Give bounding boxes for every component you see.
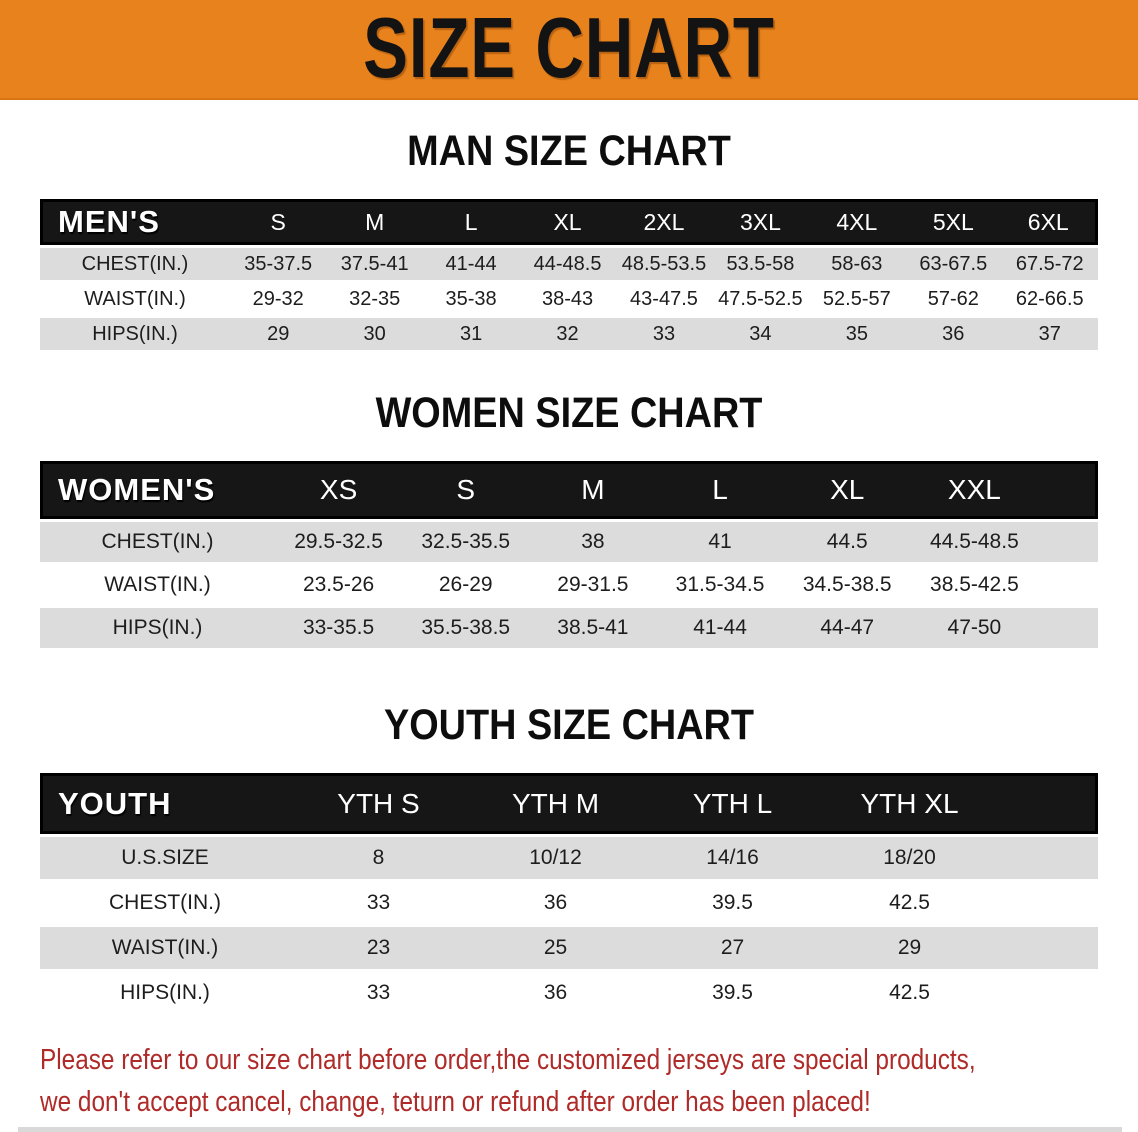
size-table-header-row [40,199,1098,245]
table-row [40,565,1098,605]
table-title-cell: YOUTH [40,773,290,834]
size-column-header: YTH M [467,773,644,834]
size-value-cell: 37 [1038,322,1061,345]
spacer-cell [1038,565,1098,605]
size-value-cell: 53.5-58 [726,252,795,275]
size-column-header: L [423,199,519,245]
size-value-cell: 39.5 [712,981,753,1004]
size-column-header: 2XL [616,199,712,245]
size-value-cell: 31 [459,322,483,345]
size-column-header: M [326,199,422,245]
table-row [40,837,1098,879]
table-row [40,882,1098,924]
size-value-cell: 38.5-41 [557,616,629,639]
spacer-cell [998,972,1098,1014]
disclaimer [40,1039,1138,1123]
spacer-cell [998,773,1098,834]
size-value-cell: 14/16 [706,846,759,869]
size-value-cell: 18/20 [883,846,936,869]
size-column-header: YTH L [644,773,821,834]
row-label: HIPS(IN.) [92,322,178,345]
size-value-cell: 29-31.5 [557,573,629,596]
size-value-cell: 33-35.5 [302,616,375,639]
size-column-header: L [656,461,783,519]
size-value-cell: 8 [372,846,385,869]
size-value-cell: 32-35 [349,287,401,310]
size-value-cell: 43-47.5 [630,287,698,310]
row-label: U.S.SIZE [121,846,209,869]
size-value-cell: 10/12 [529,846,582,869]
size-value-cell: 39.5 [712,891,753,914]
women-size-chart-heading: WOMEN SIZE CHART [375,389,763,437]
disclaimer-line-2: we don't accept cancel, change, teturn or refund after order has been placed! [40,1086,871,1118]
size-value-cell: 35.5-38.5 [421,616,511,639]
size-value-cell: 35 [845,322,868,345]
table-row [40,248,1098,280]
size-value-cell: 38 [581,530,605,553]
row-label: CHEST(IN.) [109,891,221,914]
size-value-cell: 41 [708,530,732,553]
size-value-cell: 33 [366,891,391,914]
size-value-cell: 26-29 [438,573,493,596]
size-value-cell: 29-32 [252,287,304,310]
size-value-cell: 32 [556,322,579,345]
size-value-cell: 38.5-42.5 [930,573,1019,596]
youth-size-chart-heading: YOUTH SIZE CHART [383,701,754,749]
size-value-cell: 42.5 [889,981,930,1004]
size-column-header: 5XL [905,199,1001,245]
size-value-cell: 41-44 [693,616,747,639]
row-label: WAIST(IN.) [111,936,219,959]
size-column-header: 6XL [1002,199,1099,245]
man-size-chart-heading: MAN SIZE CHART [407,127,731,175]
spacer-cell [998,927,1098,969]
table-row [40,283,1098,315]
size-value-cell: 42.5 [889,891,930,914]
table-row [40,608,1098,648]
size-value-cell: 31.5-34.5 [675,573,765,596]
size-value-cell: 62-66.5 [1015,287,1084,310]
size-value-cell: 33 [652,322,676,345]
table-row [40,972,1098,1014]
size-value-cell: 29.5-32.5 [294,530,383,553]
spacer-cell [1038,461,1098,519]
size-column-header: YTH XL [821,773,998,834]
size-value-cell: 67.5-72 [1015,252,1084,275]
table-title-cell: MEN'S [40,199,230,245]
size-value-cell: 37.5-41 [340,252,409,275]
size-value-cell: 47.5-52.5 [718,287,803,310]
table-row [40,927,1098,969]
size-column-header: XS [275,461,402,519]
size-value-cell: 25 [543,936,568,959]
size-column-header: 4XL [809,199,905,245]
size-value-cell: 30 [363,322,386,345]
men-size-table [40,196,1098,353]
size-value-cell: 34 [749,322,772,345]
size-value-cell: 35-37.5 [244,252,313,275]
row-label: CHEST(IN.) [101,530,214,553]
size-value-cell: 33 [366,981,391,1004]
size-value-cell: 58-63 [831,252,883,275]
size-column-header: S [402,461,529,519]
size-value-cell: 32.5-35.5 [421,530,511,553]
size-column-header: 3XL [712,199,808,245]
row-label: WAIST(IN.) [104,573,211,596]
size-value-cell: 44.5 [826,530,868,553]
spacer-cell [1038,522,1098,562]
size-chart-banner [0,0,1138,100]
size-value-cell: 29 [897,936,922,959]
size-value-cell: 29 [267,322,290,345]
size-value-cell: 36 [543,981,568,1004]
size-value-cell: 44.5-48.5 [930,530,1019,553]
size-value-cell: 44-47 [820,616,875,639]
size-column-header: XL [519,199,615,245]
row-label: WAIST(IN.) [84,287,186,310]
spacer-cell [1038,608,1098,648]
disclaimer-line-1: Please refer to our size chart before order,the customized jerseys are special products, [40,1044,976,1076]
size-column-header: XL [784,461,911,519]
size-value-cell: 48.5-53.5 [621,252,707,275]
size-value-cell: 27 [720,936,745,959]
size-value-cell: 36 [543,891,568,914]
banner-title: SIZE CHART [363,1,775,96]
size-column-header: XXL [911,461,1038,519]
table-row [40,522,1098,562]
table-row [40,318,1098,350]
size-value-cell: 38-43 [541,287,594,310]
size-value-cell: 23.5-26 [302,573,375,596]
size-value-cell: 44-48.5 [533,252,602,275]
size-value-cell: 36 [942,322,965,345]
size-value-cell: 35-38 [445,287,497,310]
size-value-cell: 34.5-38.5 [802,573,892,596]
size-value-cell: 47-50 [947,616,1002,639]
spacer-cell [998,882,1098,924]
size-value-cell: 63-67.5 [919,252,988,275]
size-table-header-row [40,773,1098,834]
size-column-header: YTH S [290,773,467,834]
size-column-header: S [230,199,326,245]
row-label: HIPS(IN.) [120,981,210,1004]
size-value-cell: 52.5-57 [822,287,891,310]
size-value-cell: 23 [366,936,391,959]
size-value-cell: 57-62 [927,287,979,310]
youth-size-table [40,770,1098,1017]
size-table-header-row [40,461,1098,519]
size-value-cell: 41-44 [445,252,497,275]
row-label: CHEST(IN.) [81,252,189,275]
women-size-table [40,458,1098,651]
table-title-cell: WOMEN'S [40,461,275,519]
size-column-header: M [529,461,656,519]
spacer-cell [998,837,1098,879]
row-label: HIPS(IN.) [112,616,203,639]
bottom-edge-bar [18,1127,1122,1132]
